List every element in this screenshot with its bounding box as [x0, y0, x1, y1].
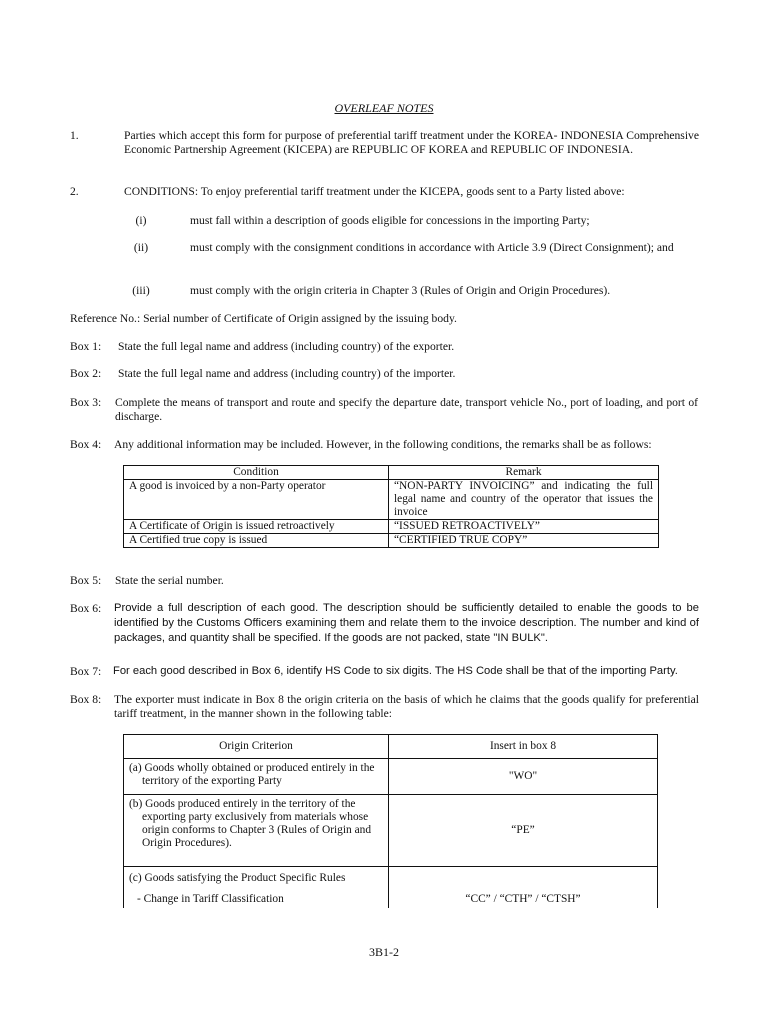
paragraph-2-number: 2. [70, 185, 79, 198]
origin-row-c-sub-text: - Change in Tariff Classification [137, 893, 284, 905]
remarks-row-1-condition: A good is invoiced by a non-Party operator [124, 480, 389, 520]
condition-1-text: must fall within a description of goods eligible for concessions in the importing Party; [190, 214, 590, 227]
condition-2-text: must comply with the consignment conditions in accordance with Article 3.9 (Direct Consignment); and [190, 241, 674, 254]
box-5-text: State the serial number. [115, 574, 224, 587]
box-1-label: Box 1: [70, 340, 102, 353]
box-4-label: Box 4: [70, 438, 102, 451]
box-6-label: Box 6: [70, 602, 102, 615]
condition-2-number: (ii) [133, 241, 149, 254]
remarks-row-1-remark: “NON-PARTY INVOICING” and indicating the full legal name and country of the operator that issues the invoice [389, 480, 659, 520]
box-7-text: For each good described in Box 6, identify HS Code to six digits. The HS Code shall be that of the importing Party. [113, 665, 678, 677]
box-3-text: Complete the means of transport and route and specify the departure date, transport vehicle No., port of loading, and port of discharge. [115, 396, 698, 423]
remarks-row-2-condition: A Certificate of Origin is issued retroactively [124, 520, 389, 534]
origin-row-a-criterion [124, 759, 389, 795]
page-number: 3B1-2 [369, 945, 399, 959]
origin-row-c-criterion [124, 867, 389, 909]
table-row [124, 534, 659, 548]
box-5-label: Box 5: [70, 574, 102, 587]
reference-number-note: Reference No.: Serial number of Certificate of Origin assigned by the issuing body. [70, 312, 457, 325]
table-row [124, 795, 658, 867]
origin-row-c-insert: “CC” / “CTH” / “CTSH” [389, 867, 658, 909]
table-row [124, 867, 658, 909]
origin-row-a-insert: "WO" [389, 759, 658, 795]
box-8-text: The exporter must indicate in Box 8 the origin criteria on the basis of which he claims that the goods qualify for preferential tariff treatment, in the manner shown in the following table: [114, 693, 699, 720]
origin-header-criterion: Origin Criterion [124, 735, 389, 759]
origin-criteria-table [123, 734, 658, 908]
box-6-text: Provide a full description of each good. The description should be sufficiently detailed to enable the goods to be identified by the Customs Officers examining them and relate them to the invoice description. The number and kind of packages, and quantity shall be specified. If the goods are not packed, state "IN BULK". [114, 602, 699, 644]
table-row [124, 759, 658, 795]
condition-3-number: (iii) [132, 284, 150, 297]
remarks-header-condition: Condition [124, 466, 389, 480]
paragraph-2-text: CONDITIONS: To enjoy preferential tariff treatment under the KICEPA, goods sent to a Party listed above: [124, 185, 625, 198]
origin-row-b-text: (b) Goods produced entirely in the territory of the exporting party exclusively from materials whose origin conforms to Chapter 3 (Rules of Origin and Origin Procedures). [129, 798, 372, 849]
remarks-table-header [124, 466, 659, 480]
box-1-text: State the full legal name and address (including country) of the exporter. [118, 340, 455, 353]
paragraph-1-number: 1. [70, 129, 79, 142]
origin-row-c-text: (c) Goods satisfying the Product Specific Rules [129, 872, 346, 884]
table-row [124, 480, 659, 520]
origin-row-b-criterion [124, 795, 389, 867]
box-8-label: Box 8: [70, 693, 102, 706]
origin-table-header [124, 735, 658, 759]
remarks-table [123, 465, 659, 548]
remarks-header-remark: Remark [389, 466, 659, 480]
page-title: OVERLEAF NOTES [334, 101, 434, 115]
box-7-label: Box 7: [70, 665, 102, 678]
box-3-label: Box 3: [70, 396, 102, 409]
origin-row-a-text: (a) Goods wholly obtained or produced entirely in the territory of the exporting Party [129, 762, 375, 787]
table-row [124, 520, 659, 534]
condition-1-number: (i) [135, 214, 147, 227]
remarks-row-3-condition: A Certified true copy is issued [124, 534, 389, 548]
origin-header-insert: Insert in box 8 [389, 735, 658, 759]
box-4-text: Any additional information may be included. However, in the following conditions, the remarks shall be as follows: [114, 438, 652, 451]
condition-3-text: must comply with the origin criteria in Chapter 3 (Rules of Origin and Origin Procedures). [190, 284, 611, 297]
paragraph-1-text: Parties which accept this form for purpose of preferential tariff treatment under the KOREA- INDONESIA Comprehensive Economic Partnership Agreement (KICEPA) are REPUBLIC OF KOREA and REPUBLIC OF INDONESIA. [124, 129, 699, 156]
remarks-row-2-remark: “ISSUED RETROACTIVELY” [389, 520, 659, 534]
box-2-label: Box 2: [70, 367, 102, 380]
remarks-row-3-remark: “CERTIFIED TRUE COPY” [389, 534, 659, 548]
box-2-text: State the full legal name and address (including country) of the importer. [118, 367, 456, 380]
origin-row-b-insert: “PE” [389, 795, 658, 867]
